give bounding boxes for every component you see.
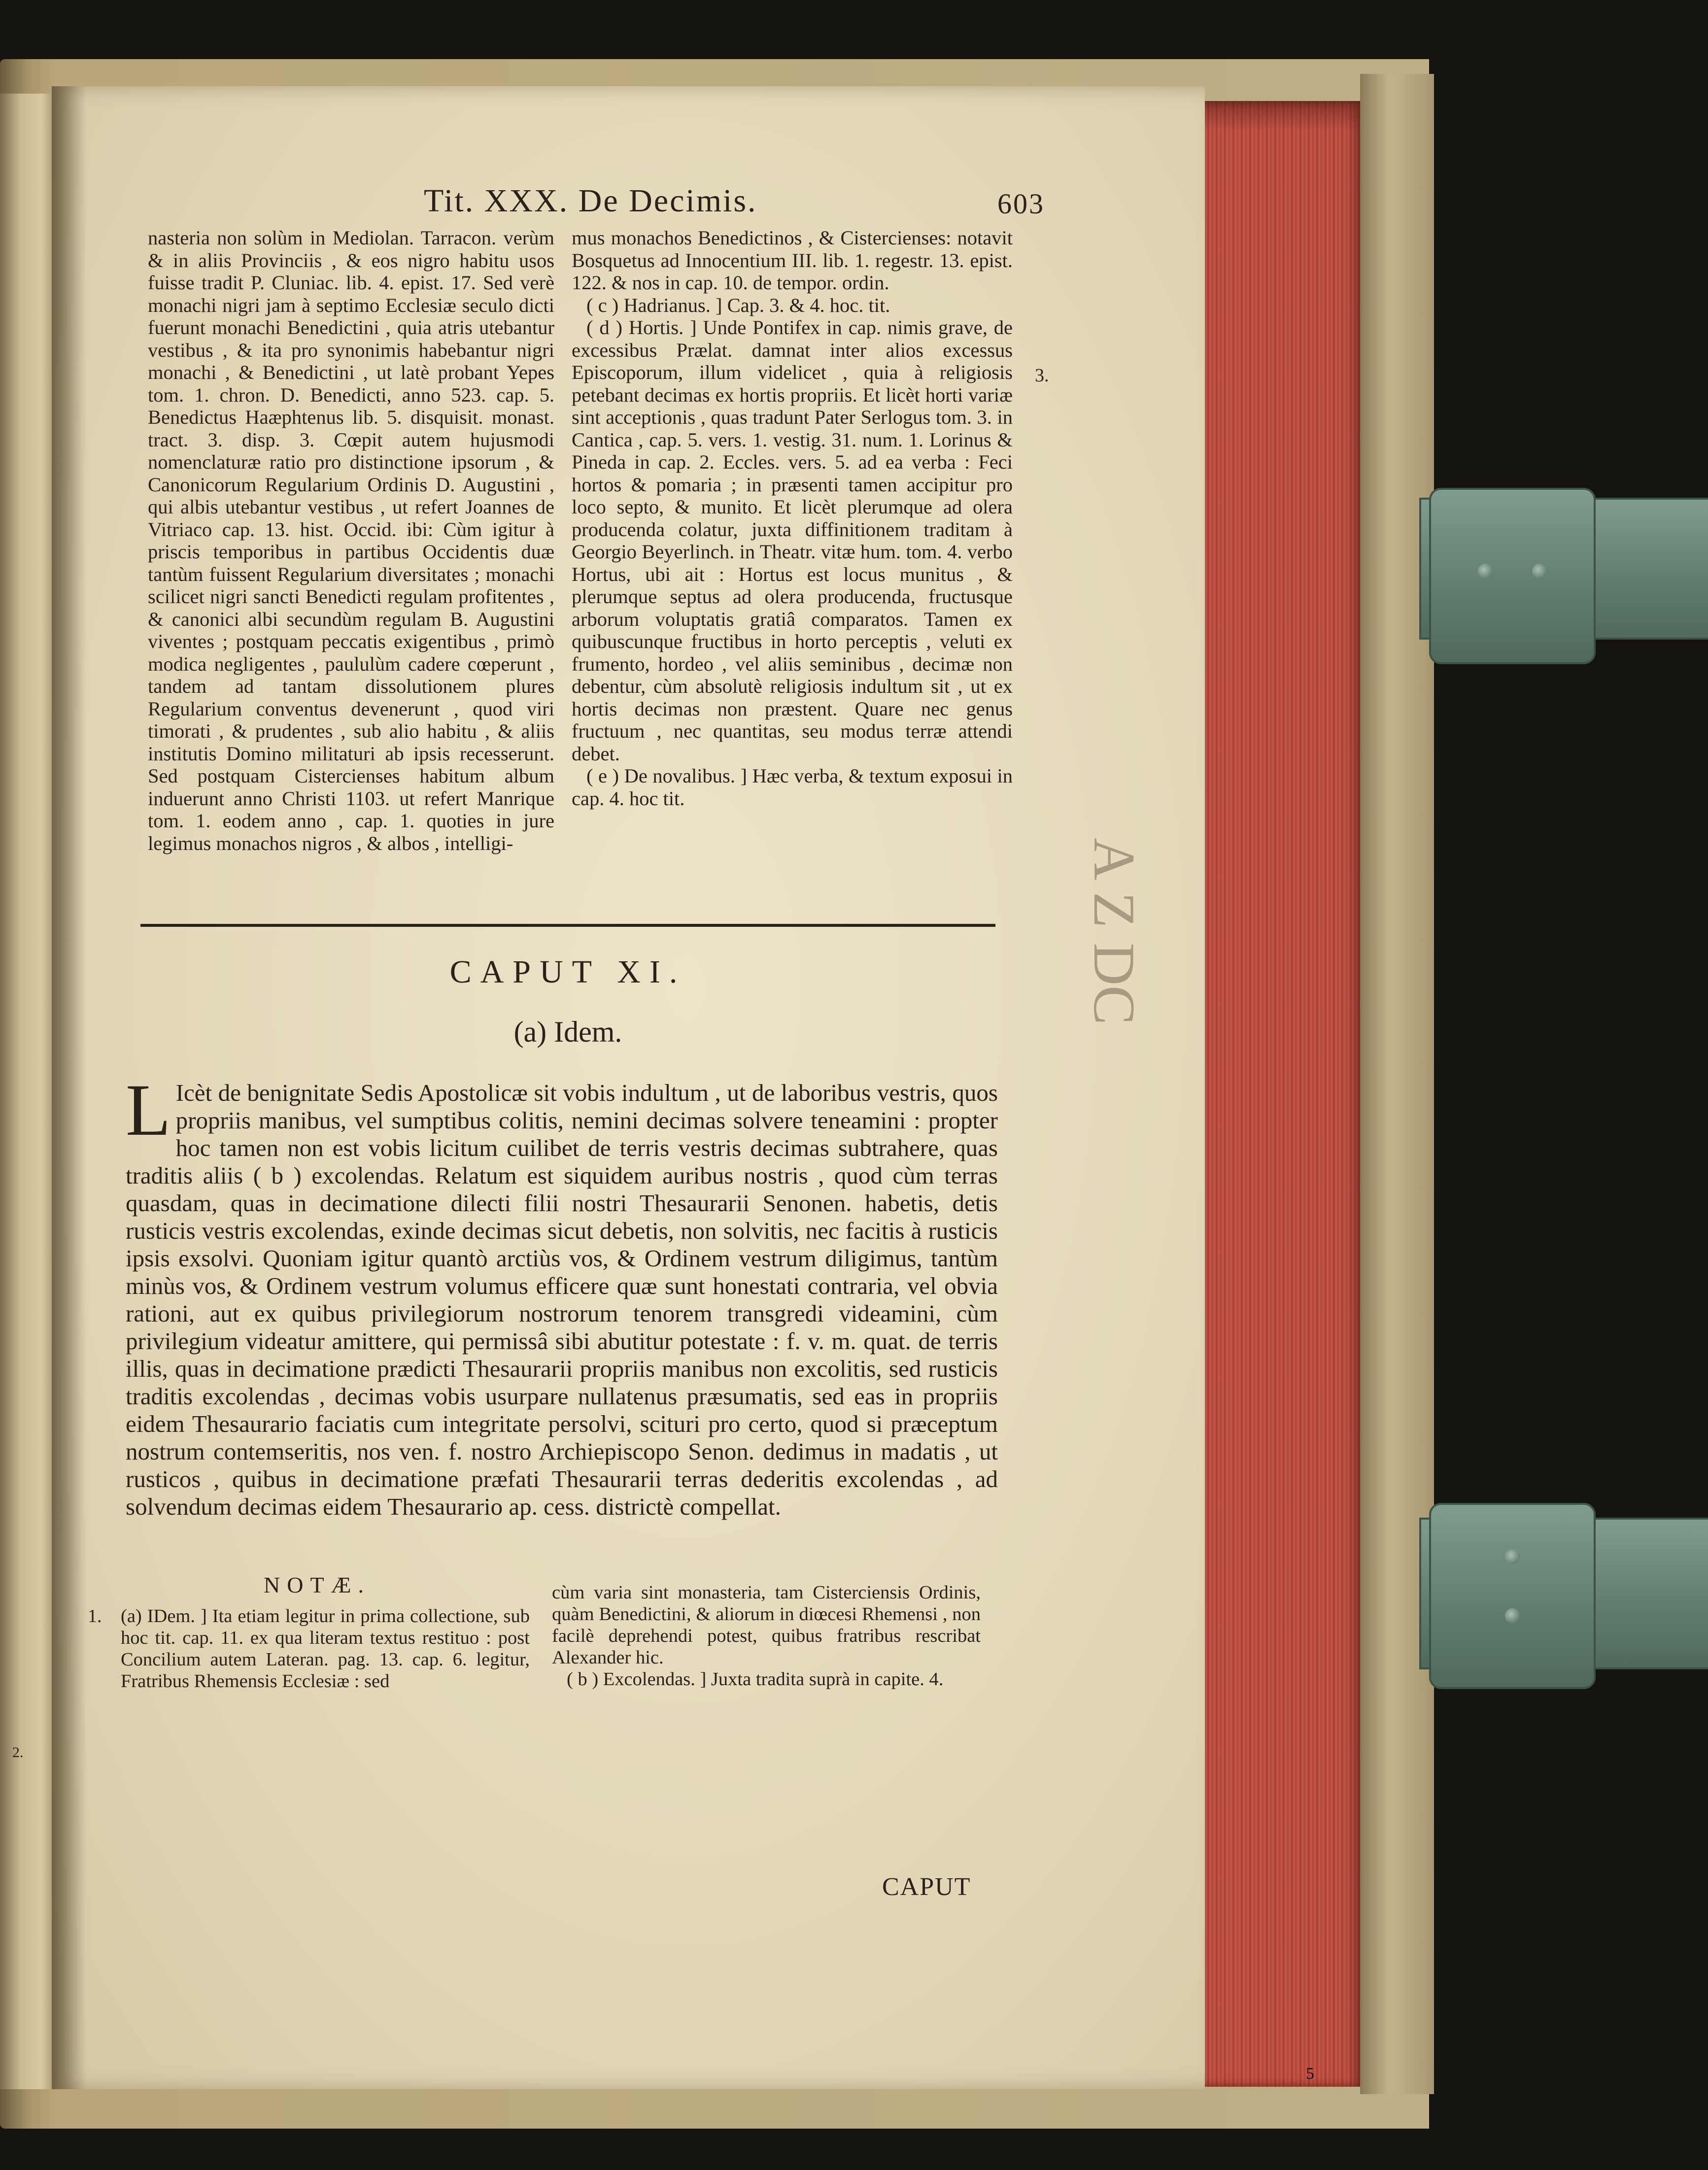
chapter-heading: CAPUT XI.: [449, 954, 686, 990]
note-number: 1.: [88, 1606, 102, 1627]
left-column: [148, 227, 554, 909]
left-column-paragraph: nasteria non solùm in Mediolan. Tarracon. verùm & in aliis Provinciis , & eos nigro habitu usos fuisse tradit P. Cluniac. lib. 4. epist. 17. Sed verè monachi nigri jam à septimo Ecclesiæ seculo dicti fuerunt monachi Benedictini , quia atris utebantur vestibus , & ita pro synonimis habebantur nigri monachi , & Benedictini , ut latè probant Yepes tom. 1. chron. D. Benedicti, anno 523. cap. 5. Benedictus Haæphtenus lib. 5. disquisit. monast. tract. 3. disp. 3. Cœpit autem hujusmodi nomenclaturæ ratio pro distinctione ipsorum , & Canonicorum Regularium Ordinis D. Augustini , qui albis utebantur vestibus , ut refert Joannes de Vitriaco cap. 13. hist. Occid. ibi: Cùm igitur à priscis temporibus in partibus Occidentis duæ tantùm fuissent Regularium diversitates ; monachi scilicet nigri sancti Benedicti regulam profitentes , & canonici albi secundùm regulam B. Augustini viventes ; postquam peccatis exigentibus , primò modica negligentes , paululùm cadere cœperunt , tandem ad tantam dissolutionem plures Regularium conventus devenerunt , quod viri timorati , & prudentes , sub alio habitu , & aliis institutis Domino militaturi ab ipsis recesserunt. Sed postquam Cistercienses habitum album induerunt anno Christi 1103. ut refert Manrique tom. 1. eodem anno , cap. 1. quoties in jure legimus monachos nigros , & albos , intelligi-: [148, 227, 554, 854]
horizontal-rule: [140, 924, 995, 927]
notes-left-column: [121, 1605, 530, 1729]
note-d: ( d ) Hortis. ] Unde Pontifex in cap. nimis grave, de excessibus Prælat. damnat inter alios excessus Episcoporum, illum videlicet , quia à religiosis petebant decimas ex hortis propriis. Et licèt horti variæ sint acceptionis , quas tradunt Pater Serlogus tom. 3. in Cantica , cap. 5. vers. 1. vestig. 31. num. 1. Lorinus & Pineda in cap. 2. Eccles. vers. 5. ad ea verba : Feci hortos & pomaria ; in præsenti tamen accipitur pro loco septo, & munito. Et licèt plerumque ad olera producenda colatur, juxta diffinitionem traditam à Georgio Beyerlinch. in Theatr. vitæ hum. tom. 4. verbo Hortus, ubi ait : Hortus est locus munitus , & plerumque septus ad olera producenda, fructusque arborum voluptatis gratiâ comparatos. Tamen ex quibuscunque fructibus in horto perceptis , veluti ex frumento, hordeo , vel aliis seminibus , decimæ non debentur, cùm absolutè religiosis indultum sit , ut ex hortis decimas non præstent. Quare nec genus fructuum , nec quantitas, seu modus terræ attendi debet.: [572, 316, 1013, 765]
gutter-shadow: [52, 86, 86, 2089]
rivet-icon: [1478, 564, 1493, 578]
note-c: ( c ) Hadrianus. ] Cap. 3. & 4. hoc. tit.: [586, 294, 890, 316]
right-column-paragraph: mus monachos Benedictinos , & Cistercienses: notavit Bosquetus ad Innocentium III. lib. 1. regestr. 13. epist. 122. & nos in cap. 10. de tempor. ordin.: [572, 227, 1013, 294]
right-column: [572, 227, 1013, 909]
rivet-icon: [1505, 1549, 1520, 1564]
note-a: (a) IDem. ] Ita etiam legitur in prima collectione, sub hoc tit. cap. 11. ex qua literam textus restituo : post Concilium autem Lateran. pag. 13. cap. 6. legitur, Fratribus Rhemensis Ecclesiæ : sed: [121, 1606, 530, 1692]
decretal-body: Icèt de benignitate Sedis Apostolicæ sit vobis indultum , ut de laboribus vestris, quos propriis manibus, vel sumptibus colitis, nemini decimas solvere teneamini : propter hoc tamen non est vobis licitum cuilibet de terris vestris decimas subtrahere, quas traditis aliis ( b ) excolendas. Relatum est siquidem auribus nostris , quod cùm terras quasdam, quas in decimatione dilecti filii nostri Thesaurarii Senonen. habetis, detis rusticis vestris excolendas, exinde decimas sicut debetis, non solvitis, nec facitis à rusticis ipsis exsolvi. Quoniam igitur quantò arctiùs vos, & Ordinem vestrum diligimus, tantùm minùs vos, & Ordinem vestrum volumus efficere quæ sunt honestati contraria, vel obvia rationi, aut ex quibus privilegiorum nostrorum tenorem transgredi videamini, cùm privilegium videatur amittere, qui permissâ sibi abutitur potestate : f. v. m. quat. de terris illis, quas in decimatione prædicti Thesaurarii propriis manibus non excolitis, sed rusticis traditis excolendas , decimas vobis usurpare nullatenus præsumatis, sed eas in propriis eidem Thesaurario faciatis cum integritate persolvi, scituri pro certo, quod si præceptum nostrum contemseritis, nos ven. f. nostro Archiepiscopo Senon. dedimus in madatis , ut rusticos , quibus in decimatione præfati Thesaurarii terras dederitis excolendas , ad solvendum decimas eidem Thesaurario ap. cess. districtè compellat.: [126, 1079, 998, 1520]
left-page-edge: [0, 94, 59, 2089]
note-b: ( b ) Excolendas. ] Juxta tradita suprà in capite. 4.: [567, 1669, 944, 1690]
running-head: [424, 182, 1045, 229]
note-a-continued: cùm varia sint monasteria, tam Cisterciensis Ordinis, quàm Benedictini, & aliorum in diœcesi Rhemensi , non facilè deprehendi potest, quibus fratribus rescribat Alexander hic.: [552, 1582, 981, 1668]
rivet-icon: [1505, 1608, 1520, 1623]
chapter-subtitle: (a) Idem.: [513, 1016, 622, 1048]
drop-cap: L: [126, 1069, 171, 1151]
margin-number: 3.: [1035, 365, 1049, 386]
upper-clasp-plate: [1429, 488, 1596, 664]
left-margin-mark: 2.: [12, 1744, 24, 1761]
page-number: 603: [997, 188, 1045, 220]
catchword: CAPUT: [882, 1873, 971, 1901]
edge-tick: 5: [1306, 2065, 1314, 2083]
notes-heading: NOTÆ.: [264, 1572, 371, 1597]
decretal-text: [126, 1069, 998, 1537]
note-e: ( e ) De novalibus. ] Hæc verba, & textum exposui in cap. 4. hoc tit.: [572, 765, 1013, 810]
rivet-icon: [1532, 564, 1547, 578]
notes-right-column: [552, 1582, 981, 1725]
lower-clasp-plate: [1429, 1503, 1596, 1689]
cover-board: [1360, 74, 1434, 2094]
running-title: Tit. XXX. De Decimis.: [424, 183, 757, 219]
